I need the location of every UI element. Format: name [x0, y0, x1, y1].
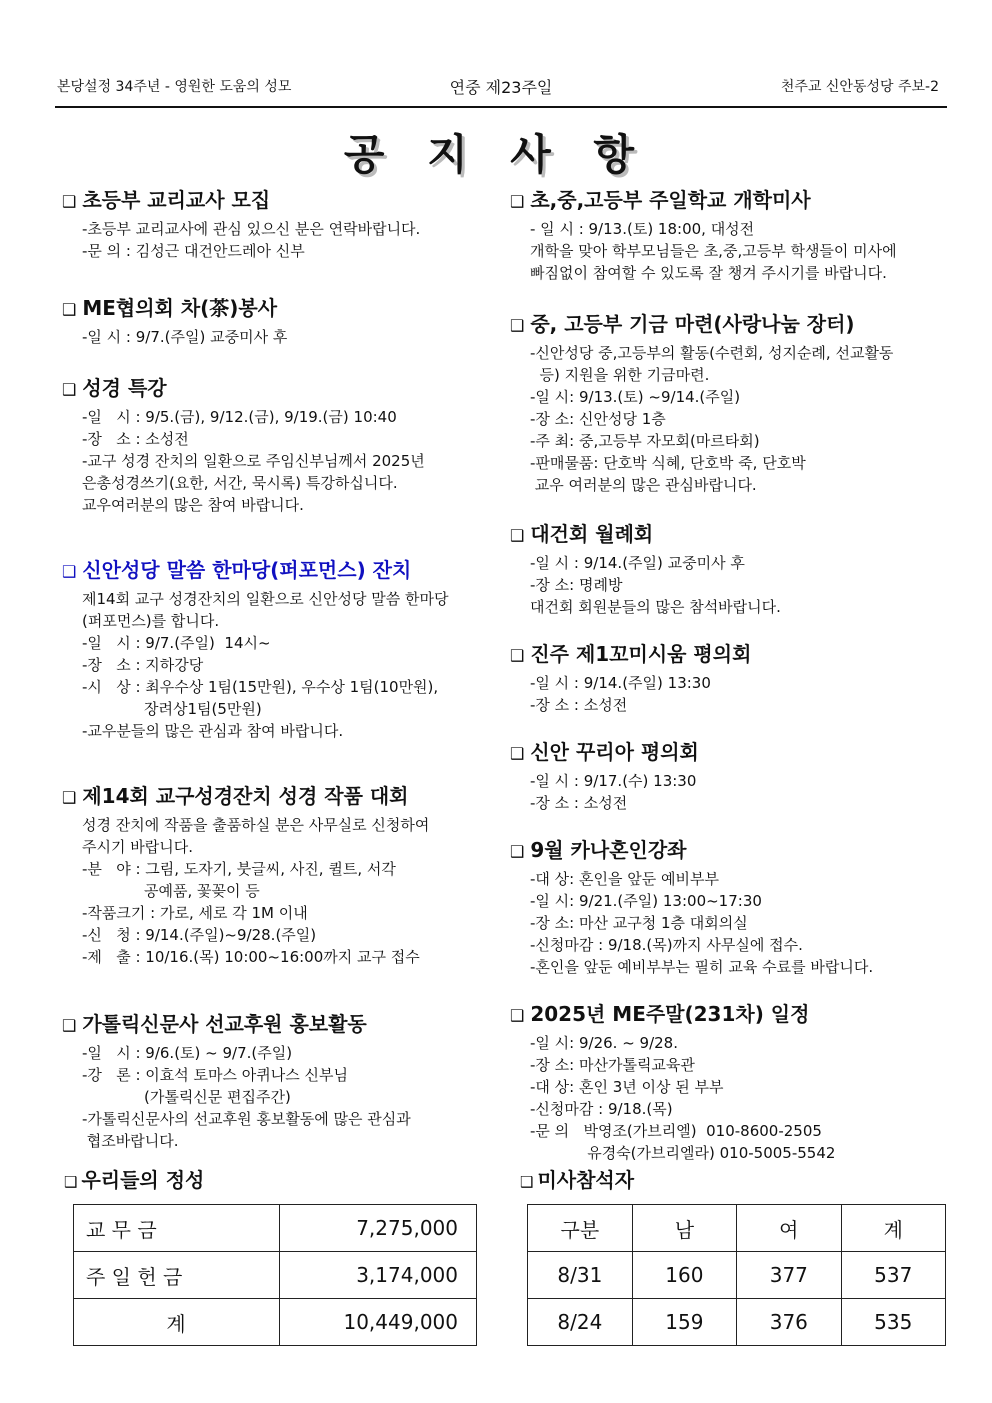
- notice-line: -문 의 박영조(가브리엘) 010-8600-2505: [530, 1122, 822, 1140]
- notice-line: -혼인을 앞둔 예비부부는 필히 교육 수료를 바랍니다.: [530, 958, 874, 976]
- notice-line: -장 소 : 소성전: [530, 696, 628, 714]
- header-divider: [55, 106, 947, 108]
- notice-line: 장려상1팀(5만원): [82, 700, 262, 718]
- notice-heading: [510, 520, 950, 550]
- notice-line: -장 소 : 소성전: [530, 794, 628, 812]
- notice-section: [510, 1000, 950, 1164]
- notice-line: 유경숙(가브리엘라) 010-5005-5542: [530, 1144, 836, 1162]
- notice-line: 성경 잔치에 작품을 출품하실 분은 사무실로 신청하여: [82, 816, 430, 834]
- notice-title: 대건회 월례회: [530, 522, 654, 546]
- notice-line: 제14회 교구 성경잔치의 일환으로 신안성당 말씀 한마당: [82, 590, 449, 608]
- notice-section: [62, 1010, 492, 1152]
- notice-line: -시 상 : 최우수상 1팀(15만원), 우수상 1팀(10만원),: [82, 678, 439, 696]
- notice-section: [510, 640, 950, 716]
- checkbox-bullet-icon: ❑: [62, 562, 77, 581]
- notice-section: [62, 556, 492, 742]
- notice-line: -일 시 : 9/5.(금), 9/12.(금), 9/19.(금) 10:40: [82, 408, 397, 426]
- notice-line: 협조바랍니다.: [82, 1132, 179, 1150]
- header-right-text: 천주교 신안동성당 주보-2: [780, 79, 939, 95]
- notice-line: -장 소 : 지하강당: [82, 656, 204, 674]
- notice-line: -교우분들의 많은 관심과 참여 바랍니다.: [82, 722, 344, 740]
- notice-line: -장 소: 명례방: [530, 576, 623, 594]
- notice-line: -일 시 : 9/7.(주일) 14시~: [82, 634, 271, 652]
- notice-line: -일 시 : 9/17.(수) 13:30: [530, 772, 697, 790]
- notice-heading: [62, 1010, 492, 1040]
- notice-section: [62, 186, 492, 262]
- notice-title: 신안 꾸리아 평의회: [530, 740, 699, 764]
- notice-line: - 일 시 : 9/13.(토) 18:00, 대성전: [530, 220, 755, 238]
- table-cell: 8/31: [528, 1252, 633, 1299]
- notice-line: -장 소: 마산 교구청 1층 대회의실: [530, 914, 748, 932]
- table-cell: 교 무 금: [74, 1205, 280, 1252]
- notice-line: (가톨릭신문 편집주간): [82, 1088, 291, 1106]
- notice-line: -신안성당 중,고등부의 활동(수련회, 성지순례, 선교활동: [530, 344, 894, 362]
- notice-line: -일 시: 9/26. ~ 9/28.: [530, 1034, 678, 1052]
- notice-section: [510, 186, 950, 284]
- notice-heading: [510, 836, 950, 866]
- header-center-text: 연중 제23주일: [449, 78, 553, 97]
- checkbox-bullet-icon: ❑: [510, 842, 525, 861]
- table-row: [74, 1299, 477, 1346]
- table-row: [74, 1205, 477, 1252]
- notice-line: -판매물품: 단호박 식혜, 단호박 죽, 단호박: [530, 454, 806, 472]
- table-cell: 537: [841, 1252, 945, 1299]
- notice-section: [62, 782, 492, 968]
- notice-line: -교구 성경 잔치의 일환으로 주임신부님께서 2025년: [82, 452, 425, 470]
- notice-line: -대 상: 혼인을 앞둔 예비부부: [530, 870, 719, 888]
- notice-line: -분 야 : 그림, 도자기, 붓글씨, 사진, 퀼트, 서각: [82, 860, 396, 878]
- notice-line: 등) 지원을 위한 기금마련.: [530, 366, 710, 384]
- table-cell: 377: [737, 1252, 841, 1299]
- offering-table: [73, 1204, 477, 1346]
- notice-title: 진주 제1꼬미시움 평의회: [530, 642, 752, 666]
- checkbox-bullet-icon: ❑: [62, 788, 77, 807]
- notice-line: 은총성경쓰기(요한, 서간, 묵시록) 특강하십니다.: [82, 474, 398, 492]
- notice-title: 신안성당 말씀 한마당(퍼포먼스) 잔치: [82, 558, 412, 582]
- notice-line: 주시기 바랍니다.: [82, 838, 193, 856]
- checkbox-bullet-icon: ❑: [64, 1173, 78, 1191]
- notice-section: [510, 310, 950, 496]
- notice-title: 제14회 교구성경잔치 성경 작품 대회: [82, 784, 409, 808]
- notice-line: -장 소 : 소성전: [82, 430, 189, 448]
- notice-title: 9월 카나혼인강좌: [530, 838, 687, 862]
- notice-heading: [510, 1000, 950, 1030]
- notice-line: 개학을 맞아 학부모님들은 초,중,고등부 학생들이 미사에: [530, 242, 897, 260]
- notice-line: -작품크기 : 가로, 세로 각 1M 이내: [82, 904, 308, 922]
- checkbox-bullet-icon: ❑: [520, 1173, 534, 1191]
- table-cell: 535: [841, 1299, 945, 1346]
- table-cell: 계: [74, 1299, 280, 1346]
- table-cell: 159: [632, 1299, 736, 1346]
- notice-heading: [62, 782, 492, 812]
- notice-heading: [62, 374, 492, 404]
- attendance-heading: [520, 1164, 634, 1193]
- table-row: [74, 1252, 477, 1299]
- attendance-table: [527, 1204, 946, 1346]
- notice-heading: [510, 640, 950, 670]
- notice-line: -문 의 : 김성근 대건안드레아 신부: [82, 242, 305, 260]
- notice-line: 교우 여러분의 많은 관심바랍니다.: [530, 476, 757, 494]
- notice-line: (퍼포먼스)를 합니다.: [82, 612, 220, 630]
- notice-line: -신청마감 : 9/18.(목): [530, 1100, 673, 1118]
- notice-line: 공예품, 꽃꽂이 등: [82, 882, 260, 900]
- notice-heading: [62, 186, 492, 216]
- notice-section: [510, 520, 950, 618]
- notice-line: -주 최: 중,고등부 자모회(마르타회): [530, 432, 760, 450]
- checkbox-bullet-icon: ❑: [510, 744, 525, 763]
- checkbox-bullet-icon: ❑: [62, 1016, 77, 1035]
- checkbox-bullet-icon: ❑: [510, 1006, 525, 1025]
- notice-section: [62, 374, 492, 516]
- checkbox-bullet-icon: ❑: [62, 300, 77, 319]
- offering-title: 우리들의 정성: [81, 1168, 205, 1192]
- table-cell: 3,174,000: [280, 1252, 477, 1299]
- table-row: [528, 1299, 946, 1346]
- notice-heading: [62, 294, 492, 324]
- bulletin-header: [55, 76, 947, 100]
- notice-line: -일 시: 9/13.(토) ~9/14.(주일): [530, 388, 741, 406]
- notice-heading: [510, 186, 950, 216]
- notice-line: -신 청 : 9/14.(주일)~9/28.(주일): [82, 926, 317, 944]
- checkbox-bullet-icon: ❑: [62, 192, 77, 211]
- notice-line: -장 소: 마산가톨릭교육관: [530, 1056, 695, 1074]
- right-column: [510, 186, 950, 1164]
- notice-line: -일 시: 9/21.(주일) 13:00~17:30: [530, 892, 762, 910]
- header-left-text: 본당설정 34주년 - 영원한 도움의 성모: [57, 79, 292, 95]
- table-cell: 376: [737, 1299, 841, 1346]
- table-header-row: [528, 1205, 946, 1252]
- table-cell: 주 일 헌 금: [74, 1252, 280, 1299]
- checkbox-bullet-icon: ❑: [510, 316, 525, 335]
- notice-title: 초,중,고등부 주일학교 개학미사: [530, 188, 811, 212]
- table-header-cell: 구분: [528, 1205, 633, 1252]
- checkbox-bullet-icon: ❑: [510, 192, 525, 211]
- notice-title: 가톨릭신문사 선교후원 홍보활동: [82, 1012, 367, 1036]
- notice-title: ME협의회 차(茶)봉사: [82, 296, 278, 320]
- notice-line: -일 시 : 9/14.(주일) 교중미사 후: [530, 554, 745, 572]
- attendance-title: 미사참석자: [537, 1168, 635, 1192]
- notice-line: -일 시 : 9/14.(주일) 13:30: [530, 674, 711, 692]
- notice-section: [62, 294, 492, 348]
- table-cell: 160: [632, 1252, 736, 1299]
- notice-line: -제 출 : 10/16.(목) 10:00~16:00까지 교구 접수: [82, 948, 420, 966]
- notice-line: -초등부 교리교사에 관심 있으신 분은 연락바랍니다.: [82, 220, 421, 238]
- notice-title: 중, 고등부 기금 마련(사랑나눔 장터): [530, 312, 855, 336]
- checkbox-bullet-icon: ❑: [510, 526, 525, 545]
- table-header-cell: 계: [841, 1205, 945, 1252]
- notice-line: 빠짐없이 참여할 수 있도록 잘 챙겨 주시기를 바랍니다.: [530, 264, 887, 282]
- notice-heading: [510, 310, 950, 340]
- checkbox-bullet-icon: ❑: [62, 380, 77, 399]
- notice-section: [510, 836, 950, 978]
- notice-section: [510, 738, 950, 814]
- notice-line: -일 시 : 9/7.(주일) 교중미사 후: [82, 328, 288, 346]
- page-title: 공 지 사 항: [343, 130, 649, 179]
- notice-title: 성경 특강: [82, 376, 167, 400]
- notice-line: 대건회 회원분들의 많은 참석바랍니다.: [530, 598, 781, 616]
- offering-heading: [64, 1164, 204, 1193]
- table-cell: 10,449,000: [280, 1299, 477, 1346]
- table-row: [528, 1252, 946, 1299]
- table-header-cell: 여: [737, 1205, 841, 1252]
- checkbox-bullet-icon: ❑: [510, 646, 525, 665]
- notice-line: 교우여러분의 많은 참여 바랍니다.: [82, 496, 304, 514]
- table-cell: 8/24: [528, 1299, 633, 1346]
- notice-title: 2025년 ME주말(231차) 일정: [530, 1002, 810, 1026]
- notice-heading: [62, 556, 492, 586]
- table-header-cell: 남: [632, 1205, 736, 1252]
- left-column: [62, 186, 492, 1152]
- table-cell: 7,275,000: [280, 1205, 477, 1252]
- notice-heading: [510, 738, 950, 768]
- notice-title: 초등부 교리교사 모집: [82, 188, 271, 212]
- notice-line: -가톨릭신문사의 선교후원 홍보활동에 많은 관심과: [82, 1110, 411, 1128]
- notice-line: -장 소: 신안성당 1층: [530, 410, 666, 428]
- notice-line: -신청마감 : 9/18.(목)까지 사무실에 접수.: [530, 936, 803, 954]
- notice-line: -강 론 : 이효석 토마스 아퀴나스 신부님: [82, 1066, 348, 1084]
- notice-line: -대 상: 혼인 3년 이상 된 부부: [530, 1078, 724, 1096]
- notice-line: -일 시 : 9/6.(토) ~ 9/7.(주일): [82, 1044, 293, 1062]
